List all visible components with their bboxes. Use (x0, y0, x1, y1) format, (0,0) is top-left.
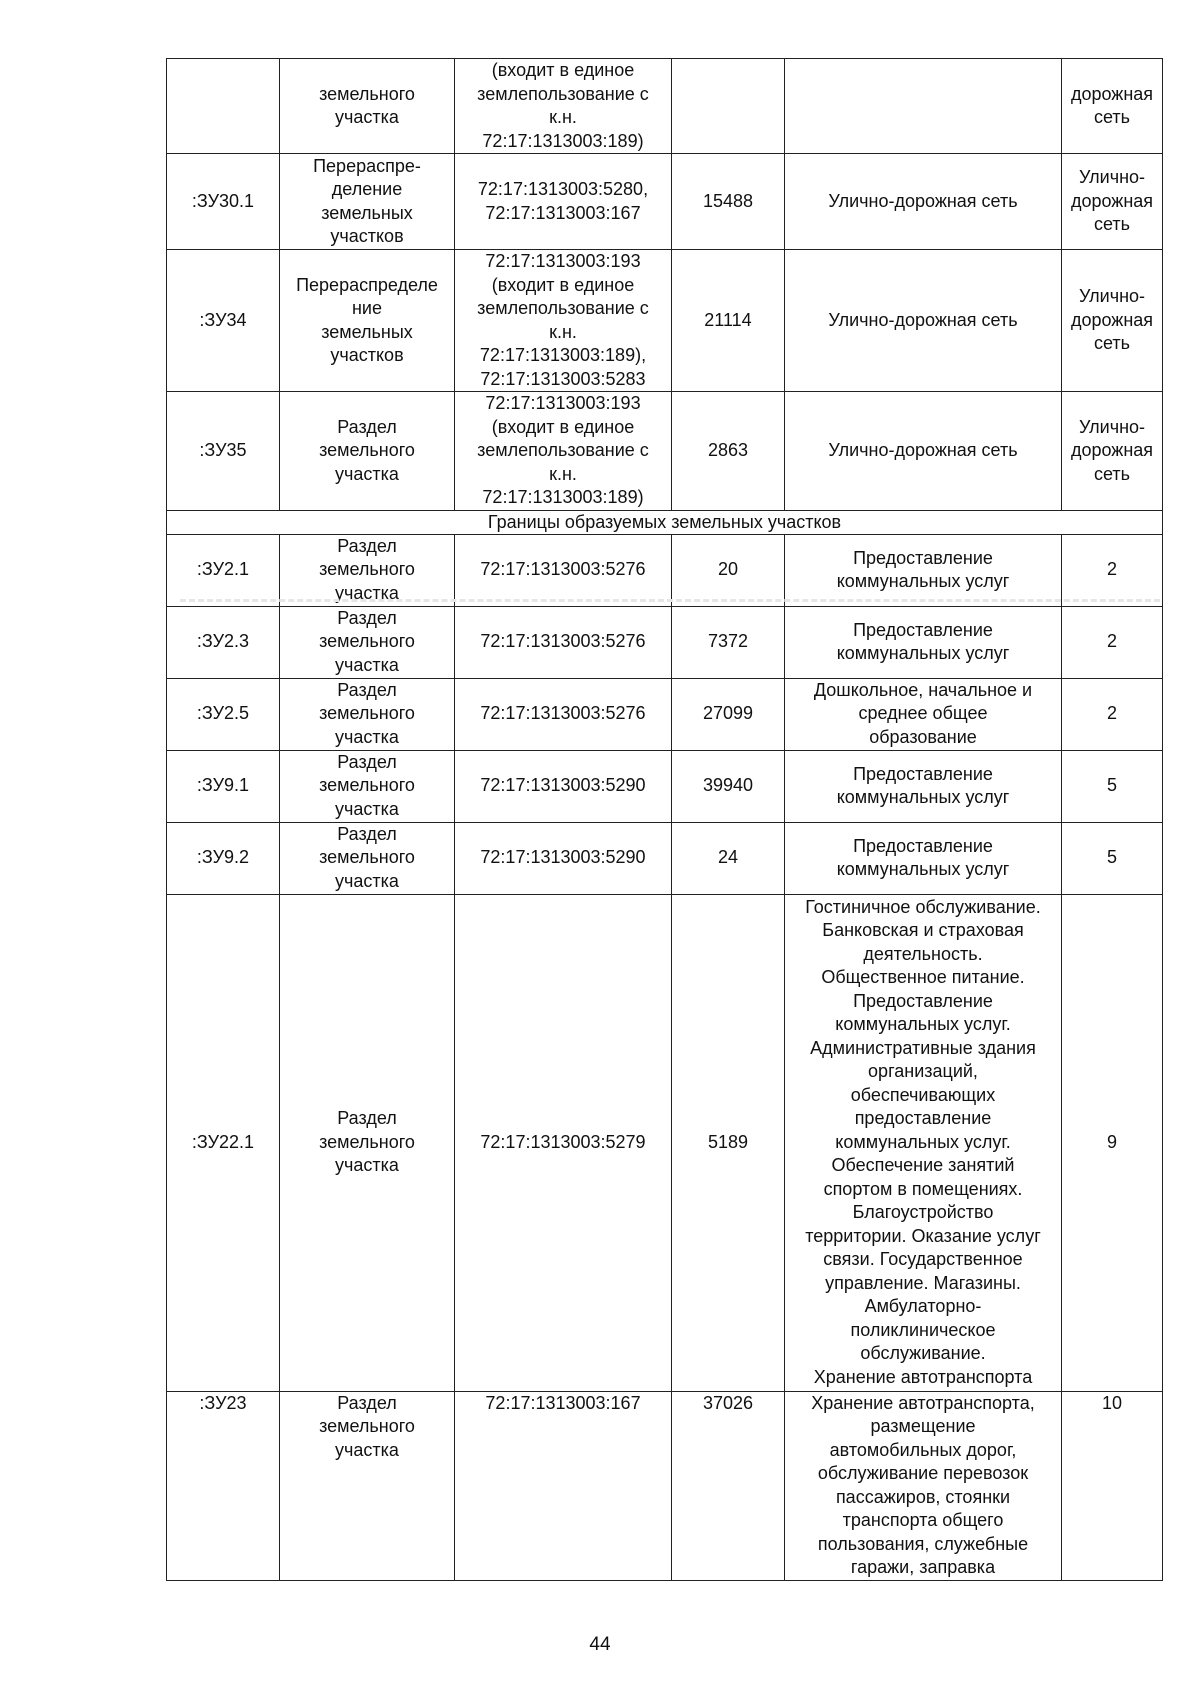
use-line: Предоставление (853, 547, 993, 568)
source-line: 72:17:1313003:5276 (480, 631, 646, 652)
use-line: территории. Оказание услуг (805, 1225, 1041, 1246)
source-cell (455, 534, 672, 606)
area-value: 2863 (707, 440, 749, 460)
use-line: связи. Государственное (823, 1249, 1023, 1270)
use-cell (785, 606, 1062, 678)
table-row (167, 606, 1163, 678)
zone-line: дорожная (1070, 440, 1154, 460)
source-cell (455, 154, 672, 250)
method-line: земельного (319, 631, 415, 652)
use-line: управление. Магазины. (825, 1272, 1021, 1293)
use-line: предоставление (854, 1108, 992, 1129)
num-value: :ЗУ30.1 (191, 190, 255, 211)
method-line: Раздел (337, 1108, 397, 1129)
table-row (167, 250, 1163, 392)
num-cell (167, 750, 280, 822)
use-cell (785, 250, 1062, 392)
method-line: земельных (321, 321, 413, 342)
method-line: земельного (319, 775, 415, 796)
area-cell (672, 750, 785, 822)
method-cell (280, 678, 455, 750)
method-line: Раздел (337, 535, 397, 556)
use-line: гаражи, заправка (850, 1557, 996, 1577)
use-line: спортом в помещениях. (823, 1178, 1023, 1199)
source-line: землепользование с (477, 298, 649, 318)
zone-cell (1062, 154, 1163, 250)
use-line: организаций, (868, 1061, 978, 1082)
num-cell (167, 894, 280, 1391)
zone-cell (1062, 1391, 1163, 1580)
use-cell (785, 534, 1062, 606)
zone-cell (1062, 678, 1163, 750)
use-line: Общественное питание. (821, 967, 1025, 988)
zone-line: 2 (1106, 631, 1117, 652)
use-line: коммунальных услуг. (835, 1014, 1011, 1035)
use-line: автомобильных дорог, (829, 1439, 1017, 1460)
use-line: образование (869, 726, 977, 747)
method-line: Перераспределе (296, 274, 438, 295)
zone-line: дорожная (1070, 309, 1154, 330)
zone-line: дорожная (1070, 83, 1154, 104)
method-line: земельного (319, 1131, 415, 1152)
zone-cell (1062, 250, 1163, 392)
area-cell (672, 154, 785, 250)
zone-line: 10 (1101, 1392, 1123, 1413)
area-cell (672, 59, 785, 154)
method-line: участка (335, 582, 399, 603)
table-row (167, 392, 1163, 511)
method-cell (280, 392, 455, 511)
num-value: :ЗУ22.1 (191, 1131, 255, 1152)
area-cell (672, 678, 785, 750)
source-cell (455, 750, 672, 822)
table-body-after (167, 534, 1163, 1580)
table-row (167, 678, 1163, 750)
table-row (167, 822, 1163, 894)
section-header-row (167, 510, 1163, 534)
source-line: 72:17:1313003:5290 (480, 847, 646, 868)
zone-line: 5 (1106, 775, 1117, 796)
method-line: Раздел (337, 1392, 397, 1413)
use-line: Улично-дорожная сеть (828, 309, 1018, 330)
area-value: 37026 (702, 1392, 754, 1413)
num-value: :ЗУ34 (199, 309, 247, 330)
use-line: Дошкольное, начальное и (813, 679, 1033, 700)
method-line: земельного (319, 83, 415, 104)
use-line: Предоставление (853, 619, 993, 640)
source-line: 72:17:1313003:193 (485, 251, 641, 271)
section-header-cell (167, 510, 1163, 534)
use-line: деятельность. (863, 943, 983, 964)
table-body-before (167, 59, 1163, 511)
source-line: 72:17:1313003:167 (485, 202, 641, 223)
num-cell (167, 59, 280, 154)
method-cell (280, 1391, 455, 1580)
num-value: :ЗУ35 (199, 440, 247, 460)
source-line: (входит в единое (491, 60, 635, 80)
table-row (167, 534, 1163, 606)
use-line: среднее общее (858, 703, 988, 724)
scan-dash-artifact (180, 599, 1160, 602)
use-line: Предоставление (853, 763, 993, 784)
use-line: Амбулаторно- (864, 1296, 982, 1317)
source-line: 72:17:1313003:5280, (477, 179, 649, 199)
zone-cell (1062, 59, 1163, 154)
method-cell (280, 822, 455, 894)
use-line: размещение (870, 1416, 976, 1436)
source-cell (455, 392, 672, 511)
source-line: 72:17:1313003:5283 (480, 368, 646, 389)
use-cell (785, 822, 1062, 894)
method-line: Раздел (337, 607, 397, 628)
use-line: Обеспечение занятий (831, 1155, 1015, 1176)
method-line: земельного (319, 1416, 415, 1436)
use-line: обслуживание. (860, 1343, 986, 1364)
method-line: участка (335, 1439, 399, 1460)
page-number: 44 (589, 1634, 611, 1655)
method-line: участка (335, 726, 399, 747)
area-cell (672, 1391, 785, 1580)
method-line: земельных (321, 202, 413, 223)
area-value: 24 (717, 847, 739, 868)
source-line: 72:17:1313003:189), (479, 345, 647, 365)
source-line: к.н. (549, 107, 577, 127)
zone-line: дорожная (1070, 190, 1154, 211)
source-cell (455, 822, 672, 894)
use-cell (785, 894, 1062, 1391)
method-line: земельного (319, 559, 415, 580)
use-line: обслуживание перевозок (817, 1463, 1029, 1483)
use-line: Банковская и страховая (822, 920, 1024, 941)
method-cell (280, 250, 455, 392)
zone-line: 9 (1106, 1131, 1117, 1152)
area-value: 21114 (704, 309, 752, 330)
num-cell (167, 534, 280, 606)
use-line: Гостиничное обслуживание. (805, 896, 1041, 917)
source-line: 72:17:1313003:189) (482, 487, 644, 507)
num-cell (167, 154, 280, 250)
method-line: участков (330, 345, 404, 365)
area-value: 27099 (702, 703, 754, 724)
method-line: земельного (319, 440, 415, 460)
method-line: Раздел (337, 416, 397, 437)
zone-line: Улично- (1078, 416, 1146, 437)
zone-line: сеть (1093, 107, 1131, 127)
use-line: Предоставление (853, 990, 993, 1011)
method-line: Раздел (337, 751, 397, 772)
zone-line: Улично- (1078, 286, 1146, 307)
source-cell (455, 59, 672, 154)
zone-cell (1062, 534, 1163, 606)
use-line: Хранение автотранспорта, (811, 1392, 1035, 1413)
use-line: коммунальных услуг (836, 571, 1010, 591)
source-line: 72:17:1313003:189) (482, 130, 644, 151)
use-line: коммунальных услуг (836, 787, 1010, 807)
use-line: Предоставление (853, 835, 993, 856)
use-line: Улично-дорожная сеть (828, 190, 1018, 211)
zone-line: сеть (1093, 333, 1131, 354)
area-cell (672, 392, 785, 511)
method-line: участка (335, 463, 399, 484)
method-line: ние (351, 298, 382, 318)
land-plots-table (166, 58, 1163, 1581)
num-cell (167, 392, 280, 511)
method-cell (280, 750, 455, 822)
source-line: к.н. (549, 321, 577, 342)
source-line: землепользование с (477, 83, 649, 104)
area-value: 15488 (702, 190, 754, 211)
num-cell (167, 1391, 280, 1580)
method-line: участка (335, 107, 399, 127)
table-row (167, 750, 1163, 822)
zone-line: Улично- (1078, 167, 1146, 188)
area-value: 20 (717, 559, 739, 580)
zone-cell (1062, 822, 1163, 894)
zone-cell (1062, 392, 1163, 511)
source-cell (455, 1391, 672, 1580)
method-line: участка (335, 798, 399, 819)
use-line: обеспечивающих (850, 1084, 996, 1105)
table-row (167, 154, 1163, 250)
source-line: (входит в единое (491, 416, 635, 437)
method-line: участка (335, 1155, 399, 1176)
use-line: Хранение автотранспорта (813, 1366, 1033, 1387)
source-cell (455, 606, 672, 678)
source-line: землепользование с (477, 440, 649, 460)
area-cell (672, 250, 785, 392)
method-cell (280, 534, 455, 606)
num-cell (167, 822, 280, 894)
zone-line: сеть (1093, 214, 1131, 235)
method-line: участков (330, 226, 404, 246)
zone-cell (1062, 750, 1163, 822)
num-cell (167, 678, 280, 750)
use-cell (785, 392, 1062, 511)
table-row (167, 1391, 1163, 1580)
use-cell (785, 154, 1062, 250)
use-cell (785, 59, 1062, 154)
source-line: 72:17:1313003:167 (485, 1392, 641, 1413)
num-value: :ЗУ9.1 (196, 775, 250, 796)
zone-line: сеть (1093, 463, 1131, 484)
table-row (167, 59, 1163, 154)
use-line: Улично-дорожная сеть (828, 440, 1018, 460)
method-cell (280, 894, 455, 1391)
use-line: коммунальных услуг (836, 643, 1010, 663)
num-value: :ЗУ23 (199, 1392, 247, 1413)
zone-cell (1062, 894, 1163, 1391)
method-line: Раздел (337, 823, 397, 844)
num-cell (167, 606, 280, 678)
source-line: 72:17:1313003:5276 (480, 559, 646, 580)
source-line: 72:17:1313003:5276 (480, 703, 646, 724)
source-line: 72:17:1313003:193 (485, 393, 641, 413)
use-cell (785, 1391, 1062, 1580)
zone-line: 2 (1106, 559, 1117, 580)
method-cell (280, 606, 455, 678)
num-cell (167, 250, 280, 392)
use-line: Административные здания (810, 1037, 1036, 1058)
area-value: 39940 (702, 775, 754, 796)
use-cell (785, 750, 1062, 822)
use-line: поликлиническое (850, 1319, 996, 1340)
source-cell (455, 250, 672, 392)
area-cell (672, 606, 785, 678)
source-cell (455, 678, 672, 750)
num-value: :ЗУ2.1 (196, 559, 250, 580)
method-line: Перераспре- (313, 155, 421, 176)
use-cell (785, 678, 1062, 750)
source-line: (входит в единое (491, 274, 635, 295)
method-cell (280, 59, 455, 154)
area-cell (672, 822, 785, 894)
num-value: :ЗУ2.5 (196, 703, 250, 724)
source-cell (455, 894, 672, 1391)
use-line: Благоустройство (852, 1202, 994, 1223)
use-line: пользования, служебные (817, 1533, 1029, 1554)
use-line: коммунальных услуг (836, 859, 1010, 879)
use-line: пассажиров, стоянки (835, 1486, 1011, 1507)
source-line: 72:17:1313003:5290 (480, 775, 646, 796)
method-line: земельного (319, 703, 415, 724)
table-row (167, 894, 1163, 1391)
source-line: к.н. (549, 463, 577, 484)
zone-line: 2 (1106, 703, 1117, 724)
source-line: 72:17:1313003:5279 (480, 1131, 646, 1152)
method-line: деление (331, 179, 403, 199)
method-cell (280, 154, 455, 250)
section-header-text: Границы образуемых земельных участков (487, 512, 842, 532)
area-value: 5189 (707, 1131, 749, 1152)
num-value: :ЗУ9.2 (196, 847, 250, 868)
method-line: участка (335, 654, 399, 675)
num-value: :ЗУ2.3 (196, 631, 250, 652)
zone-line: 5 (1106, 847, 1117, 868)
method-line: земельного (319, 847, 415, 868)
method-line: участка (335, 870, 399, 891)
use-line: транспорта общего (842, 1510, 1004, 1530)
section-header-body (167, 510, 1163, 534)
use-line: коммунальных услуг. (835, 1131, 1011, 1152)
area-value: 7372 (707, 631, 749, 652)
method-line: Раздел (337, 679, 397, 700)
zone-cell (1062, 606, 1163, 678)
area-cell (672, 894, 785, 1391)
area-cell (672, 534, 785, 606)
